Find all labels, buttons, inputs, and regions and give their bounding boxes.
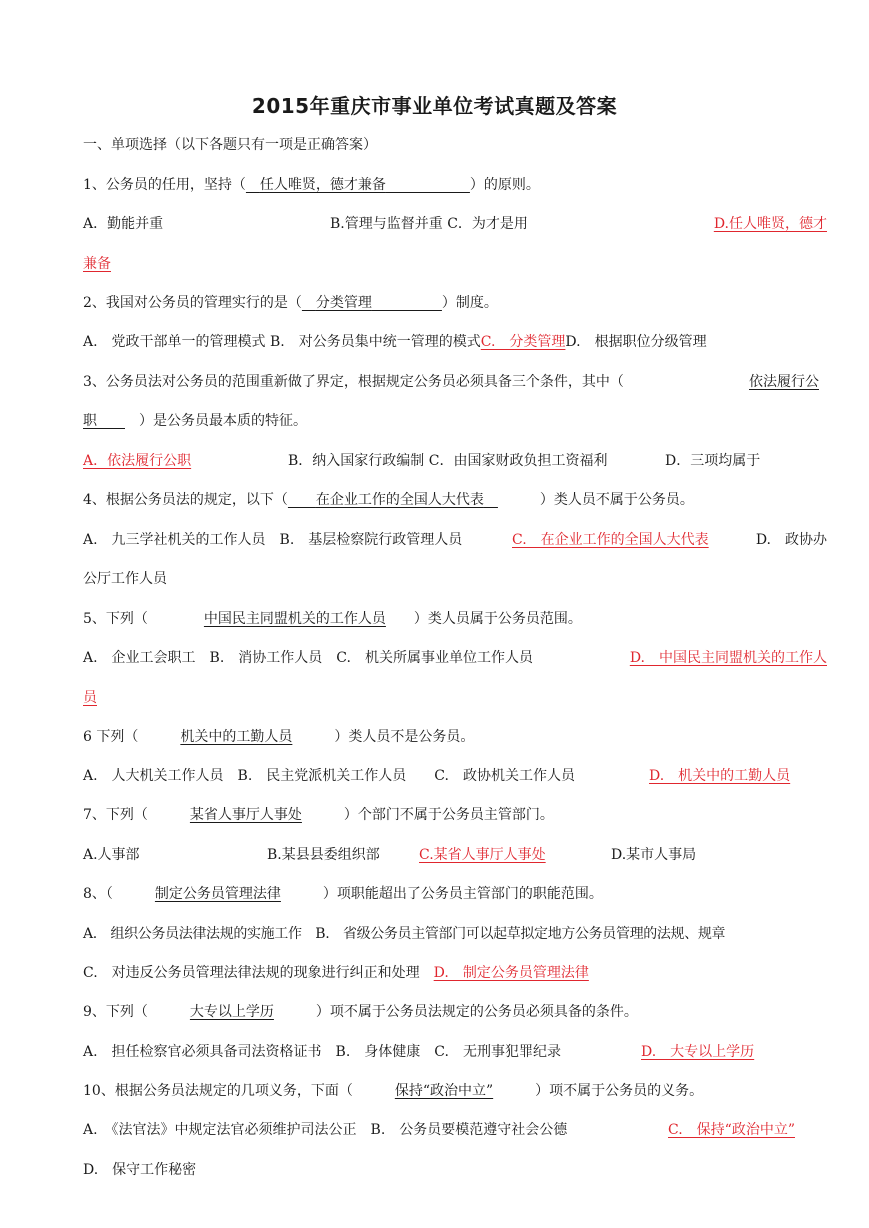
q3-stem: 3、公务员法对公务员的范围重新做了界定，根据规定公务员必须具备三个条件，其中（ [83, 374, 624, 390]
q8-option-c: C. 对违反公务员管理法律法规的现象进行纠正和处理 [83, 965, 420, 981]
q10-blank: 保持“政治中立” [394, 1083, 494, 1099]
q1-answer-d: D.任人唯贤，德才 [713, 216, 827, 232]
q5-option-abc: A. 企业工会职工 B. 消协工作人员 C. 机关所属事业单位工作人员 [83, 650, 533, 666]
q9-stem-end: ）项不属于公务员法规定的公务员必须具备的条件。 [315, 1004, 638, 1020]
q7-option-a: A.人事部 [83, 847, 140, 863]
question-8 [83, 884, 603, 904]
q2-option-ab: A. 党政干部单一的管理模式 B. 对公务员集中统一管理的模式 [83, 334, 481, 350]
q1-stem: 1、公务员的任用，坚持（ [83, 177, 246, 193]
q5-blank: 中国民主同盟机关的工作人员 [203, 611, 386, 627]
q7-stem-end: ）个部门不属于公务员主管部门。 [343, 807, 554, 823]
q6-option-abc: A. 人大机关工作人员 B. 民主党派机关工作人员 C. 政协机关工作人员 [83, 768, 575, 784]
question-2 [83, 293, 498, 313]
q9-stem: 9、下列（ [83, 1004, 148, 1020]
q1-option-bc: B.管理与监督并重 C．为才是用 [330, 216, 528, 232]
q5-stem: 5、下列（ [83, 611, 148, 627]
page-title: 2015年重庆市事业单位考试真题及答案 [251, 94, 618, 118]
q10-answer-c: C. 保持“政治中立” [668, 1122, 795, 1138]
q8-blank: 制定公务员管理法律 [154, 886, 281, 902]
q5-stem-end: ）类人员属于公务员范围。 [413, 611, 582, 627]
q1-blank: 任人唯贤，德才兼备 [259, 177, 386, 193]
q3-option-d: D．三项均属于 [665, 453, 761, 469]
q4-stem: 4、根据公务员法的规定，以下（ [83, 492, 288, 508]
q10-stem: 10、根据公务员法规定的几项义务，下面（ [83, 1083, 353, 1099]
q9-option-abc: A. 担任检察官必须具备司法资格证书 B. 身体健康 C. 无刑事犯罪纪录 [83, 1044, 561, 1060]
section-heading: 一、单项选择（以下各题只有一项是正确答案） [83, 137, 377, 153]
q3-blank: 依法履行公 [749, 374, 819, 390]
q6-blank: 机关中的工勤人员 [180, 729, 293, 745]
question-7 [83, 805, 554, 825]
q2-blank: 分类管理 [315, 295, 372, 311]
question-5 [83, 609, 582, 629]
q8-answer-d: D. 制定公务员管理法律 [433, 965, 589, 981]
q3-option-bc: B．纳入国家行政编制 C．由国家财政负担工资福利 [288, 453, 608, 469]
q2-stem: 2、我国对公务员的管理实行的是（ [83, 295, 302, 311]
q5-answer-d: D. 中国民主同盟机关的工作人 [629, 650, 827, 666]
q3-stem-end: ）是公务员最本质的特征。 [139, 413, 307, 429]
q2-options [83, 332, 707, 352]
q4-option-ab: A. 九三学社机关的工作人员 B. 基层检察院行政管理人员 [83, 532, 463, 548]
q7-stem: 7、下列（ [83, 807, 148, 823]
q7-option-d: D.某市人事局 [611, 847, 697, 863]
q7-blank: 某省人事厅人事处 [189, 807, 302, 823]
q4-option-d-cont: 公厅工作人员 [83, 571, 167, 587]
q4-answer-c: C. 在企业工作的全国人大代表 [512, 532, 709, 548]
question-3-cont [83, 411, 307, 431]
question-10 [83, 1081, 703, 1101]
question-1 [83, 175, 540, 195]
q2-stem-end: ）制度。 [441, 295, 498, 311]
q10-stem-end: ）项不属于公务员的义务。 [535, 1083, 704, 1099]
q3-blank-cont: 职 [83, 413, 97, 429]
q1-option-a: A．勤能并重 [83, 216, 164, 232]
q6-answer-d: D. 机关中的工勤人员 [649, 768, 791, 784]
q8-option-ab: A. 组织公务员法律法规的实施工作 B. 省级公务员主管部门可以起草拟定地方公务员管理的法规、规章 [83, 926, 726, 942]
q8-stem-end: ）项职能超出了公务员主管部门的职能范围。 [322, 886, 603, 902]
q4-blank: 在企业工作的全国人大代表 [315, 492, 484, 508]
question-4 [83, 490, 694, 510]
q9-blank: 大专以上学历 [189, 1004, 274, 1020]
q6-stem: 6 下列（ [83, 729, 139, 745]
q1-answer-d-cont: 兼备 [83, 256, 111, 272]
q4-stem-end: ）类人员不属于公务员。 [539, 492, 694, 508]
q8-stem: 8、（ [83, 886, 113, 902]
q10-option-d: D. 保守工作秘密 [83, 1162, 197, 1178]
q2-option-d: D. 根据职位分级管理 [565, 334, 707, 350]
q6-stem-end: ）类人员不是公务员。 [334, 729, 475, 745]
question-9 [83, 1002, 638, 1022]
q2-answer-c: C. 分类管理 [480, 334, 566, 350]
q1-stem-end: ）的原则。 [469, 177, 540, 193]
question-3 [83, 372, 819, 392]
q3-answer-a: A．依法履行公职 [83, 453, 192, 469]
q8-options-cd [83, 963, 589, 983]
q7-answer-c: C.某省人事厅人事处 [419, 847, 546, 863]
q9-answer-d: D. 大专以上学历 [641, 1044, 755, 1060]
q7-option-b: B.某县县委组织部 [267, 847, 380, 863]
q5-answer-d-cont: 员 [83, 690, 97, 706]
q10-option-ab: A. 《法官法》中规定法官必须维护司法公正 B. 公务员要模范遵守社会公德 [83, 1122, 568, 1138]
question-6 [83, 727, 474, 747]
q4-option-d: D. 政协办 [755, 532, 827, 548]
